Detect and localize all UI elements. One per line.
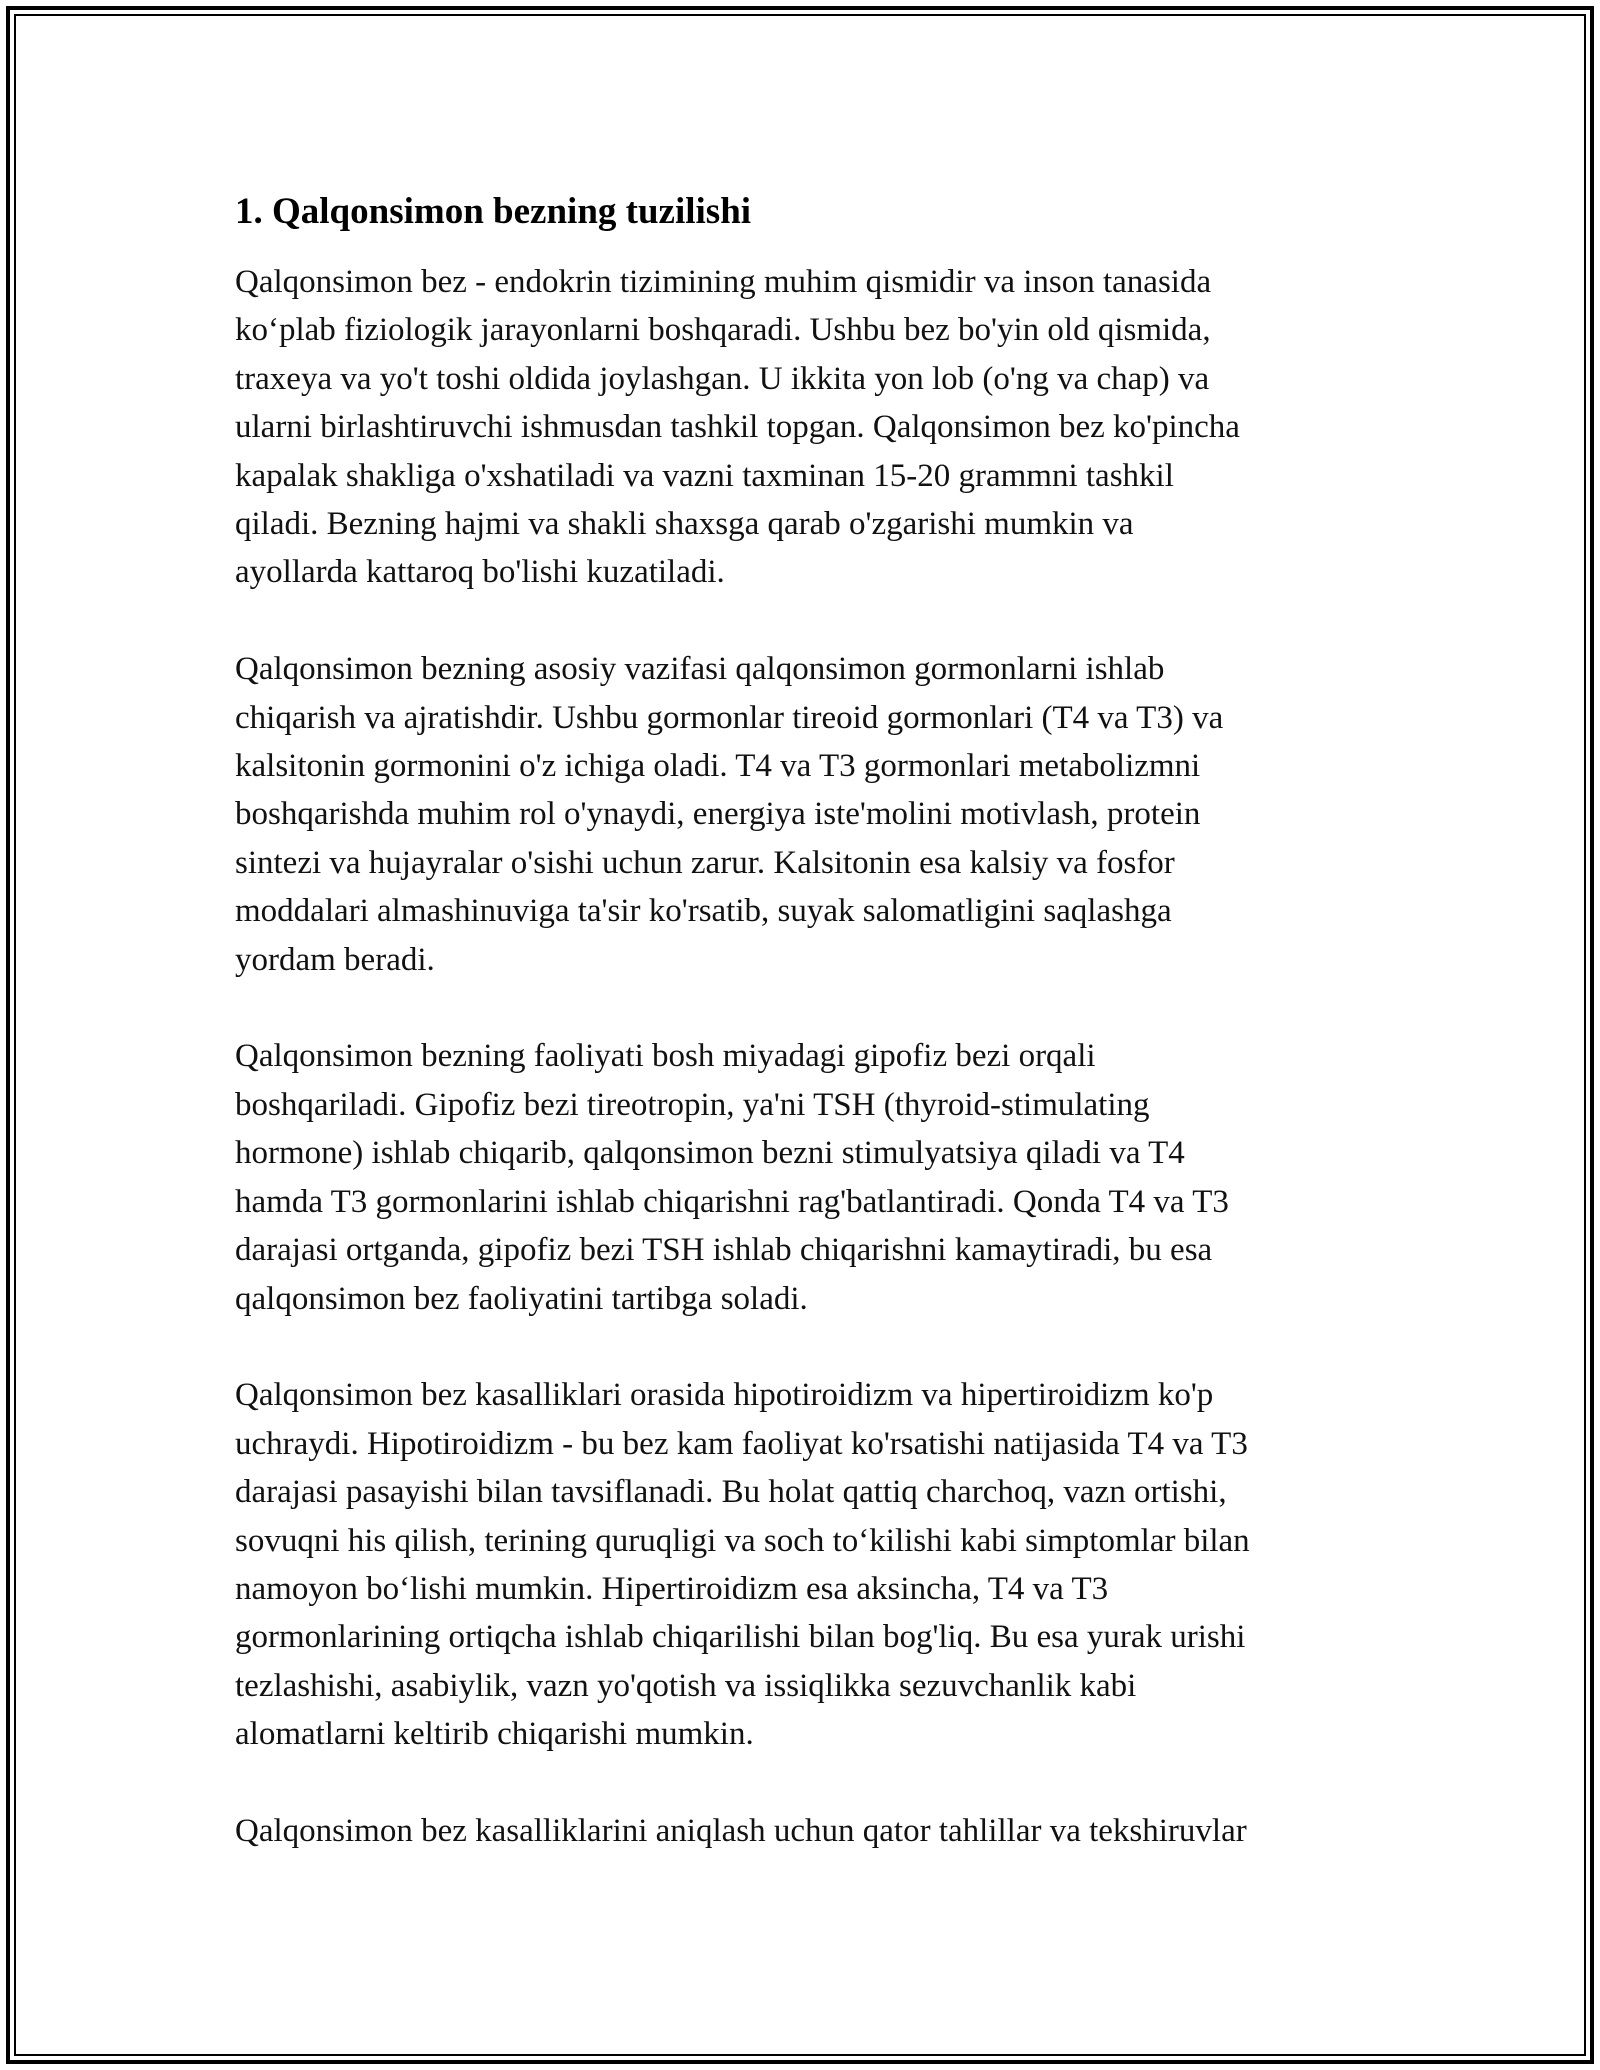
paragraph-regulation: Qalqonsimon bezning faoliyati bosh miyadagi gipofiz bezi orqali boshqariladi. Gipofiz bezi tireotropin, ya'ni TSH (thyroid-stimulating hormone) ishlab chiqarib, qalqonsimon bezni stimulyatsiya qiladi va T4 hamda T3 gormonlarini ishlab chiqarishni rag'batlantiradi. Qonda T4 va T3 darajasi ortganda, gipofiz bezi TSH ishlab chiqarishni kamaytiradi, bu esa qalqonsimon bez faoliyatini tartibga soladi.: [235, 1038, 1229, 1317]
document-body: [235, 188, 1370, 1904]
paragraph-diagnosis: Qalqonsimon bez kasalliklarini aniqlash uchun qator tahlillar va tekshiruvlar: [235, 1812, 1247, 1849]
paragraph-structure: Qalqonsimon bez - endokrin tizimining muhim qismidir va inson tanasida ko‘plab fiziologik jarayonlarni boshqaradi. Ushbu bez bo'yin old qismida, traxeya va yo't toshi oldida joylashgan. U ikkita yon lob (o'ng va chap) va ularni birlashtiruvchi ishmusdan tashkil topgan. Qalqonsimon bez ko'pincha kapalak shakliga o'xshatiladi va vazni taxminan 15-20 grammni tashkil qiladi. Bezning hajmi va shakli shaxsga qarab o'zgarishi mumkin va ayollarda kattaroq bo'lishi kuzatiladi.: [235, 264, 1240, 591]
section-heading: 1. Qalqonsimon bezning tuzilishi: [235, 191, 752, 232]
paragraph-function: Qalqonsimon bezning asosiy vazifasi qalqonsimon gormonlarni ishlab chiqarish va ajratishdir. Ushbu gormonlar tireoid gormonlari (T4 va T3) va kalsitonin gormonini o'z ichiga oladi. T4 va T3 gormonlari metabolizmni boshqarishda muhim rol o'ynaydi, energiya iste'molini motivlash, protein sintezi va hujayralar o'sishi uchun zarur. Kalsitonin esa kalsiy va fosfor moddalari almashinuviga ta'sir ko'rsatib, suyak salomatligini saqlashga yordam beradi.: [235, 651, 1224, 978]
paragraph-diseases: Qalqonsimon bez kasalliklari orasida hipotiroidizm va hipertiroidizm ko'p uchraydi. Hipotiroidizm - bu bez kam faoliyat ko'rsatishi natijasida T4 va T3 darajasi pasayishi bilan tavsiflanadi. Bu holat qattiq charchoq, vazn ortishi, sovuqni his qilish, terining quruqligi va soch to‘kilishi kabi simptomlar bilan namoyon bo‘lishi mumkin. Hipertiroidizm esa aksincha, T4 va T3 gormonlarining ortiqcha ishlab chiqarilishi bilan bog'liq. Bu esa yurak urishi tezlashishi, asabiylik, vazn yo'qotish va issiqlikka sezuvchanlik kabi alomatlarni keltirib chiqarishi mumkin.: [235, 1377, 1250, 1753]
